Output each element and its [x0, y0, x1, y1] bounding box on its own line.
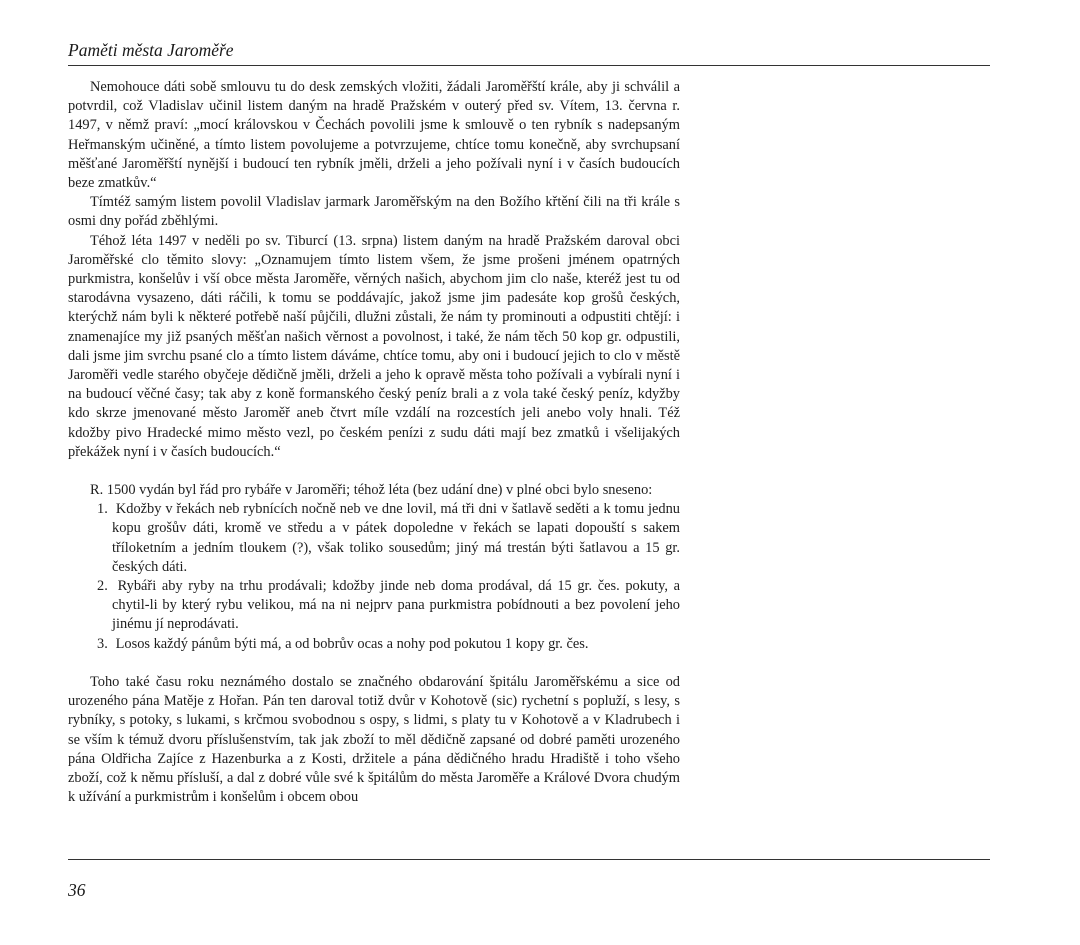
paragraph: Tímtéž samým listem povolil Vladislav jarmark Jaroměřským na den Božího křtění čili na tři krále s osmi dny pořád zběhlými. — [68, 194, 680, 230]
header-rule — [68, 65, 990, 66]
list-item-number: 1. — [97, 501, 108, 518]
list-item-number: 2. — [97, 578, 108, 595]
paragraph: Téhož léta 1497 v neděli po sv. Tiburcí (13. srpna) listem daným na hradě Pražském daroval obci Jaroměřské clo těmito slovy: „Oznamujem tímto listem všem, že jsme prošeni jménem opatrných purkmistra, konšelův i vší obce města Jaroměře, věrných našich, abychom jim clo naše, kteréž jest tu od starodávna vysazeno, dáti ráčili, k tomu se poddávajíc, jakož jsme jim padesáte kop grošů českých, kterýchž nám byli k některé potřebě naší půjčili, dlužni zůstali, že nám ty prominouti a odpustiti chtějí: i znamenajíce my již psaných měšťan našich věrnost a povolnost, i také, že nám těch 50 kop gr. odpustili, dali jsme jim svrchu psané clo a tímto listem dáváme, chtíce tomu, aby oni i budoucí jejich to clo v městě Jaroměři vedle starého obyčeje dědičně jměli, drželi a jeho k opravě města toho požívali a vybírali nyní i na budoucí věčné časy; tak aby z koně formanského český peníz brali a z vola také český peníz, kdyžby kdo skrze jmenované město Jaroměř aneb čtvrt míle vzdálí na rozcestích jeli anebo voly hnali. Též kdožby pivo Hradecké mimo město vezl, po českém penízi z sudu dáti mají bez zmatků i všelijakých překážek nyní i v časích budoucích.“ — [68, 232, 680, 460]
running-title: Paměti města Jaroměře — [68, 40, 234, 60]
list-item-text: Rybáři aby ryby na trhu prodávali; kdožby jinde neb doma prodával, dá 15 gr. čes. pokuty, a chytil-li by který rybu velikou, má na ni nejprv pana purkmistra pobídnouti a bez povolení jeho jinému jí neprodávati. — [112, 578, 680, 633]
list-item — [68, 577, 680, 635]
paragraph: Nemohouce dáti sobě smlouvu tu do desk zemských vložiti, žádali Jaroměřští krále, aby ji schválil a potvrdil, což Vladislav učinil listem daným na hradě Pražském v outerý před sv. Vítem, 13. června r. 1497, v němž praví: „mocí královskou v Čechách povolili jsme k smlouvě o ten rybník s nadepsaným Heřmanským učiněné, a tímto listem povolujeme a potvrzujeme, chtíce tomu konečně, aby svrchupsaní měšťané Jaroměřští nynější i budoucí ten rybník jměli, drželi a jeho požívali nyní i v časích budoucích beze zmatkův.“ — [68, 79, 680, 192]
ordinance-list — [68, 500, 680, 654]
page-body — [68, 78, 680, 807]
closing-paragraph: Toho také času roku neznámého dostalo se značného obdarování špitálu Jaroměřskému a sice od urozeného pána Matěje z Hořan. Pán ten daroval totiž dvůr v Kohotově (sic) rychetní s popluží, s lesy, s rybníky, s potoky, s lukami, s krčmou svobodnou s ospy, s lidmi, s platy tu v Kohotově a v Kladrubech i se vším k témuž dvoru příslušenstvím, tak jak zboží to měl dědičně zapsané od dobré paměti urozeného pána Oldřicha Zajíce z Hazenburka a z Kosti, držitele a pána dědičného hradu Hradiště i toho všeho zboží, což k němu přísluší, a dal z dobré vůle své k špitálům do města Jaroměře a Králové Dvora chudým k užívání a purkmistrům i konšelům i obcem obou — [68, 673, 680, 806]
page-number: 36 — [68, 880, 86, 900]
list-item — [68, 500, 680, 577]
list-item-text: Losos každý pánům býti má, a od bobrův ocas a nohy pod pokutou 1 kopy gr. čes. — [115, 635, 589, 652]
footer-rule — [68, 859, 990, 860]
paragraph: R. 1500 vydán byl řád pro rybáře v Jaroměři; téhož léta (bez udání dne) v plné obci bylo sneseno: — [90, 482, 653, 499]
list-item — [68, 635, 680, 654]
list-item-number: 3. — [97, 635, 108, 652]
list-item-text: Kdožby v řekách neb rybnících nočně neb ve dne lovil, má tři dni v šatlavě seděti a k tomu jednu kopu grošův dáti, kromě ve středu a v pátek dopoledne v řekách se lapati dopouští s sakem tříloketním a jedním tloukem (?), však toliko sousedům; jiný má trestán býti šatlavou a 15 gr. českých dáti. — [112, 501, 680, 575]
